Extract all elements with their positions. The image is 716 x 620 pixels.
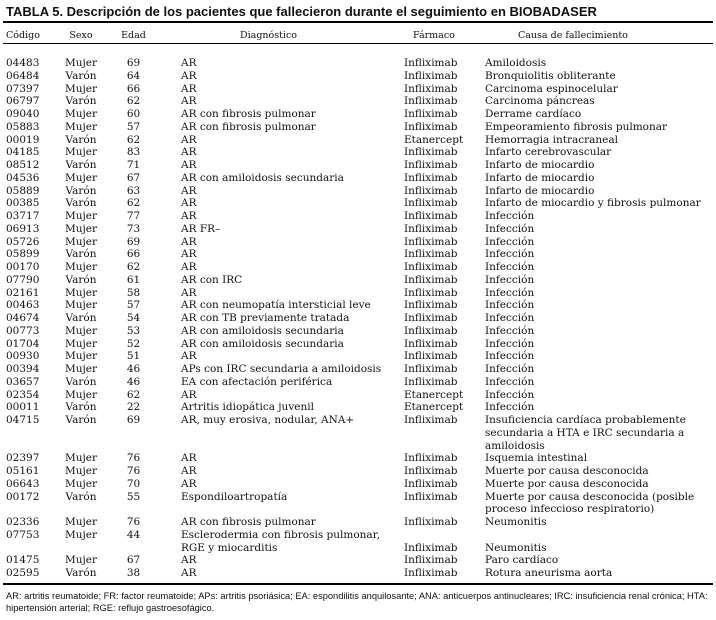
bottom-rule (3, 583, 713, 585)
diagnosis-cell: AR (181, 184, 197, 197)
drug-cell: Infliximab (404, 541, 458, 554)
code-cell: 08512 (6, 159, 40, 171)
sex-cell: Mujer (64, 108, 97, 120)
age-cell: 62 (126, 388, 141, 401)
diagnosis-cell: AR con amiloidosis secundaria (181, 171, 344, 184)
sex-cell: Mujer (64, 516, 97, 528)
table-row (0, 57, 716, 70)
cause-cell: Infección (485, 248, 535, 261)
table-row (0, 325, 716, 338)
diagnosis-cell: AR (181, 235, 197, 248)
diagnosis-cell: AR (181, 248, 197, 261)
age-cell: 76 (126, 516, 141, 528)
drug-cell: Infliximab (404, 108, 458, 120)
header-diagnosis: Diagnóstico (240, 30, 298, 41)
code-cell: 00011 (6, 401, 40, 414)
diagnosis-cell: AR (181, 210, 197, 222)
code-cell: 01475 (6, 554, 40, 567)
drug-cell: Infliximab (404, 120, 458, 133)
drug-cell: Infliximab (404, 299, 458, 312)
table-row (0, 299, 716, 312)
cause-cell: Neumonitis (485, 516, 547, 528)
drug-cell: Infliximab (404, 490, 458, 503)
sex-cell: Varón (65, 248, 97, 261)
age-cell: 64 (126, 69, 141, 82)
code-cell: 05726 (6, 235, 40, 248)
age-cell: 46 (126, 363, 141, 375)
drug-cell: Infliximab (404, 184, 458, 197)
code-cell: 00930 (6, 350, 40, 363)
cause-cell: Hemorragia intracraneal (485, 133, 618, 146)
table-body (0, 57, 716, 580)
age-cell: 57 (126, 299, 141, 312)
drug-cell: Infliximab (404, 273, 458, 286)
age-cell: 76 (126, 452, 141, 465)
drug-cell: Infliximab (404, 567, 458, 579)
age-cell: 70 (126, 477, 141, 490)
table-row (0, 465, 716, 478)
table-row (0, 172, 716, 185)
code-cell: 00463 (6, 299, 40, 312)
diagnosis-cell: AR (181, 146, 197, 159)
cause-cell: Infección (485, 299, 535, 312)
age-cell: 66 (126, 248, 141, 261)
age-cell: 67 (126, 171, 141, 184)
drug-cell: Infliximab (404, 414, 458, 426)
drug-cell: Infliximab (404, 350, 458, 363)
sex-cell: Mujer (64, 299, 97, 312)
sex-cell: Mujer (64, 286, 97, 299)
sex-cell: Varón (65, 184, 97, 197)
diagnosis-cell: AR (181, 465, 197, 477)
header-rule (3, 43, 713, 44)
cause-cell: Infección (485, 210, 535, 222)
drug-cell: Infliximab (404, 57, 458, 69)
age-cell: 67 (126, 554, 141, 567)
table-row (0, 159, 716, 172)
cause-cell: Infección (485, 312, 535, 324)
cause-cell: Empeoramiento fibrosis pulmonar (485, 120, 668, 133)
table-row (0, 223, 716, 236)
cause-cell: Infección (485, 222, 535, 235)
sex-cell: Mujer (64, 554, 97, 567)
age-cell: 54 (126, 312, 141, 324)
diagnosis-cell: APs con IRC secundaria a amiloidosis (181, 363, 382, 375)
footnote: AR: artritis reumatoide; FR: factor reumatoide; APs: artritis psoriásica; EA: espondilitis anquilosante; ANA: anticuerpos antinucleares; IRC: insuficiencia renal crónica; HTA: hipertensión arterial; RGE: reflujo gastroesofágico. (6, 591, 708, 613)
age-cell: 73 (126, 222, 141, 235)
age-cell: 58 (126, 286, 141, 299)
cause-cell: Infección (485, 337, 535, 350)
cause-cell: Infección (485, 350, 535, 363)
drug-cell: Infliximab (404, 312, 458, 324)
cause-cell: Isquemia intestinal (485, 452, 588, 465)
age-cell: 62 (126, 197, 141, 210)
age-cell: 76 (126, 465, 141, 477)
table-row (0, 134, 716, 147)
code-cell: 05889 (6, 184, 40, 197)
cause-cell: Infarto de miocardio (485, 184, 595, 197)
diagnosis-cell: AR con fibrosis pulmonar (181, 516, 316, 528)
age-cell: 69 (126, 235, 141, 248)
code-cell: 00394 (6, 363, 40, 375)
cause-cell: Infarto de miocardio (485, 171, 595, 184)
diagnosis-cell: AR con TB previamente tratada (181, 312, 350, 324)
drug-cell: Infliximab (404, 324, 458, 337)
code-cell: 06643 (6, 477, 40, 490)
sex-cell: Mujer (64, 57, 97, 69)
age-cell: 52 (126, 337, 141, 350)
header-code: Código (6, 30, 40, 41)
code-cell: 07397 (6, 82, 40, 95)
table-row (0, 287, 716, 300)
table-row (0, 338, 716, 351)
diagnosis-cell: AR FR– (181, 222, 221, 235)
age-cell: 63 (126, 184, 141, 197)
sex-cell: Varón (65, 95, 97, 108)
code-cell: 02161 (6, 286, 40, 299)
sex-cell: Mujer (64, 210, 97, 222)
sex-cell: Mujer (64, 171, 97, 184)
cause-cell: Paro cardíaco (485, 554, 559, 567)
diagnosis-cell: AR (181, 350, 197, 363)
diagnosis-cell: AR con amiloidosis secundaria (181, 337, 344, 350)
header-drug: Fármaco (413, 30, 455, 41)
cause-cell: Infección (485, 261, 535, 273)
code-cell: 05883 (6, 120, 40, 133)
diagnosis-cell: AR (181, 567, 197, 579)
code-cell: 09040 (6, 108, 40, 120)
table-row (0, 70, 716, 83)
table-row (0, 491, 716, 517)
code-cell: 06484 (6, 69, 40, 82)
sex-cell: Mujer (64, 261, 97, 273)
cause-cell: Muerte por causa desconocida (485, 477, 649, 490)
sex-cell: Varón (65, 401, 97, 414)
sex-cell: Mujer (64, 528, 97, 541)
cause-cell: Infarto de miocardio y fibrosis pulmonar (485, 197, 701, 210)
cause-cell: Muerte por causa desconocida (485, 465, 649, 477)
sex-cell: Varón (65, 159, 97, 171)
sex-cell: Varón (65, 197, 97, 210)
diagnosis-cell: AR (181, 197, 197, 210)
age-cell: 51 (126, 350, 141, 363)
age-cell: 44 (126, 528, 141, 541)
sex-cell: Mujer (64, 350, 97, 363)
age-cell: 38 (126, 567, 141, 579)
drug-cell: Infliximab (404, 477, 458, 490)
age-cell: 60 (126, 108, 141, 120)
table-row (0, 83, 716, 96)
drug-cell: Infliximab (404, 363, 458, 375)
diagnosis-cell: AR (181, 286, 197, 299)
table-row (0, 389, 716, 402)
sex-cell: Mujer (64, 452, 97, 465)
cause-cell: Amiloidosis (485, 57, 547, 69)
drug-cell: Infliximab (404, 197, 458, 210)
diagnosis-cell: AR (181, 133, 197, 146)
drug-cell: Infliximab (404, 516, 458, 528)
sex-cell: Mujer (64, 363, 97, 375)
diagnosis-cell: AR (181, 57, 197, 69)
diagnosis-cell: AR (181, 554, 197, 567)
cause-cell: Carcinoma espinocelular (485, 82, 618, 95)
code-cell: 00385 (6, 197, 40, 210)
age-cell: 83 (126, 146, 141, 159)
diagnosis-cell: AR (181, 95, 197, 108)
diagnosis-cell: AR (181, 82, 197, 95)
drug-cell: Infliximab (404, 261, 458, 273)
sex-cell: Mujer (64, 337, 97, 350)
diagnosis-cell: Esclerodermia con fibrosis pulmonar, RGE y miocarditis (181, 528, 380, 554)
sex-cell: Mujer (64, 120, 97, 133)
drug-cell: Infliximab (404, 69, 458, 82)
table-row (0, 567, 716, 580)
code-cell: 00019 (6, 133, 40, 146)
drug-cell: Infliximab (404, 95, 458, 108)
table-row (0, 197, 716, 210)
cause-cell: Infección (485, 235, 535, 248)
code-cell: 04185 (6, 146, 40, 159)
diagnosis-cell: AR con amiloidosis secundaria (181, 324, 344, 337)
age-cell: 57 (126, 120, 141, 133)
drug-cell: Etanercept (404, 401, 464, 414)
code-cell: 03657 (6, 375, 40, 388)
age-cell: 55 (126, 490, 141, 503)
drug-cell: Infliximab (404, 222, 458, 235)
sex-cell: Varón (65, 375, 97, 388)
table-row (0, 108, 716, 121)
age-cell: 62 (126, 133, 141, 146)
table-row (0, 274, 716, 287)
cause-cell: Carcinoma páncreas (485, 95, 595, 108)
code-cell: 02354 (6, 388, 40, 401)
age-cell: 22 (126, 401, 141, 414)
cause-cell: Muerte por causa desconocida (posible proceso infeccioso respiratorio) (485, 490, 695, 516)
table-row (0, 529, 716, 555)
sex-cell: Mujer (64, 222, 97, 235)
table-row (0, 350, 716, 363)
table-row (0, 210, 716, 223)
code-cell: 00172 (6, 490, 40, 503)
cause-cell: Infección (485, 286, 535, 299)
drug-cell: Infliximab (404, 554, 458, 567)
drug-cell: Etanercept (404, 133, 464, 146)
header-sex: Sexo (69, 30, 93, 41)
cause-cell: Derrame cardíaco (485, 108, 582, 120)
header-age: Edad (121, 30, 146, 41)
diagnosis-cell: Espondiloartropatía (181, 490, 288, 503)
sex-cell: Mujer (64, 388, 97, 401)
code-cell: 02336 (6, 516, 40, 528)
table-row (0, 401, 716, 414)
cause-cell: Infarto de miocardio (485, 159, 595, 171)
sex-cell: Varón (65, 273, 97, 286)
cause-cell: Infección (485, 401, 535, 414)
diagnosis-cell: Artritis idiopática juvenil (181, 401, 314, 414)
drug-cell: Infliximab (404, 375, 458, 388)
table-row (0, 452, 716, 465)
code-cell: 04536 (6, 171, 40, 184)
code-cell: 06797 (6, 95, 40, 108)
drug-cell: Infliximab (404, 286, 458, 299)
drug-cell: Infliximab (404, 210, 458, 222)
diagnosis-cell: AR (181, 69, 197, 82)
diagnosis-cell: AR con fibrosis pulmonar (181, 108, 316, 120)
code-cell: 04483 (6, 57, 40, 69)
table-row (0, 312, 716, 325)
sex-cell: Varón (65, 69, 97, 82)
drug-cell: Infliximab (404, 452, 458, 465)
table-row (0, 363, 716, 376)
sex-cell: Mujer (64, 146, 97, 159)
table-row (0, 478, 716, 491)
cause-cell: Rotura aneurisma aorta (485, 567, 613, 579)
diagnosis-cell: AR (181, 388, 197, 401)
code-cell: 05899 (6, 248, 40, 261)
age-cell: 61 (126, 273, 141, 286)
top-rule (3, 21, 713, 23)
age-cell: 66 (126, 82, 141, 95)
code-cell: 07790 (6, 273, 40, 286)
table-row (0, 248, 716, 261)
code-cell: 00773 (6, 324, 40, 337)
code-cell: 06913 (6, 222, 40, 235)
age-cell: 77 (126, 210, 141, 222)
sex-cell: Varón (65, 414, 97, 426)
cause-cell: Bronquiolitis obliterante (485, 69, 616, 82)
age-cell: 62 (126, 95, 141, 108)
cause-cell: Insuficiencia cardíaca probablemente secundaria a HTA e IRC secundaria a amiloidosis (485, 414, 686, 452)
table-row (0, 516, 716, 529)
diagnosis-cell: AR (181, 477, 197, 490)
table-title: TABLA 5. Descripción de los pacientes que fallecieron durante el seguimiento en BIOBADASER (6, 4, 597, 19)
age-cell: 69 (126, 414, 141, 426)
table-row (0, 236, 716, 249)
code-cell: 03717 (6, 210, 40, 222)
sex-cell: Mujer (64, 235, 97, 248)
diagnosis-cell: AR (181, 159, 197, 171)
code-cell: 04715 (6, 414, 40, 426)
cause-cell: Infección (485, 363, 535, 375)
diagnosis-cell: AR (181, 452, 197, 465)
table-row (0, 121, 716, 134)
cause-cell: Infección (485, 388, 535, 401)
age-cell: 62 (126, 261, 141, 273)
code-cell: 02397 (6, 452, 40, 465)
cause-cell: Infección (485, 375, 535, 388)
code-cell: 01704 (6, 337, 40, 350)
diagnosis-cell: AR con IRC (181, 273, 243, 286)
sex-cell: Varón (65, 133, 97, 146)
table-row (0, 261, 716, 274)
drug-cell: Infliximab (404, 82, 458, 95)
sex-cell: Varón (65, 312, 97, 324)
cause-cell: Neumonitis (485, 541, 547, 554)
drug-cell: Etanercept (404, 388, 464, 401)
table-row (0, 185, 716, 198)
code-cell: 02595 (6, 567, 40, 579)
age-cell: 71 (126, 159, 141, 171)
cause-cell: Infección (485, 273, 535, 286)
table-row (0, 376, 716, 389)
drug-cell: Infliximab (404, 337, 458, 350)
sex-cell: Varón (65, 490, 97, 503)
code-cell: 07753 (6, 528, 40, 541)
cause-cell: Infarto cerebrovascular (485, 146, 612, 159)
table-row (0, 554, 716, 567)
drug-cell: Infliximab (404, 159, 458, 171)
age-cell: 69 (126, 57, 141, 69)
diagnosis-cell: AR, muy erosiva, nodular, ANA+ (181, 414, 355, 426)
age-cell: 53 (126, 324, 141, 337)
drug-cell: Infliximab (404, 248, 458, 261)
diagnosis-cell: AR (181, 261, 197, 273)
sex-cell: Mujer (64, 465, 97, 477)
sex-cell: Mujer (64, 82, 97, 95)
drug-cell: Infliximab (404, 235, 458, 248)
table-row (0, 146, 716, 159)
drug-cell: Infliximab (404, 146, 458, 159)
code-cell: 05161 (6, 465, 40, 477)
code-cell: 00170 (6, 261, 40, 273)
age-cell: 46 (126, 375, 141, 388)
diagnosis-cell: AR con neumopatía intersticial leve (181, 299, 371, 312)
sex-cell: Varón (65, 567, 97, 579)
cause-cell: Infección (485, 324, 535, 337)
sex-cell: Mujer (64, 324, 97, 337)
diagnosis-cell: AR con fibrosis pulmonar (181, 120, 316, 133)
header-cause: Causa de fallecimiento (518, 30, 628, 41)
diagnosis-cell: EA con afectación periférica (181, 375, 333, 388)
sex-cell: Mujer (64, 477, 97, 490)
drug-cell: Infliximab (404, 171, 458, 184)
table-row (0, 95, 716, 108)
table-row (0, 414, 716, 452)
drug-cell: Infliximab (404, 465, 458, 477)
code-cell: 04674 (6, 312, 40, 324)
